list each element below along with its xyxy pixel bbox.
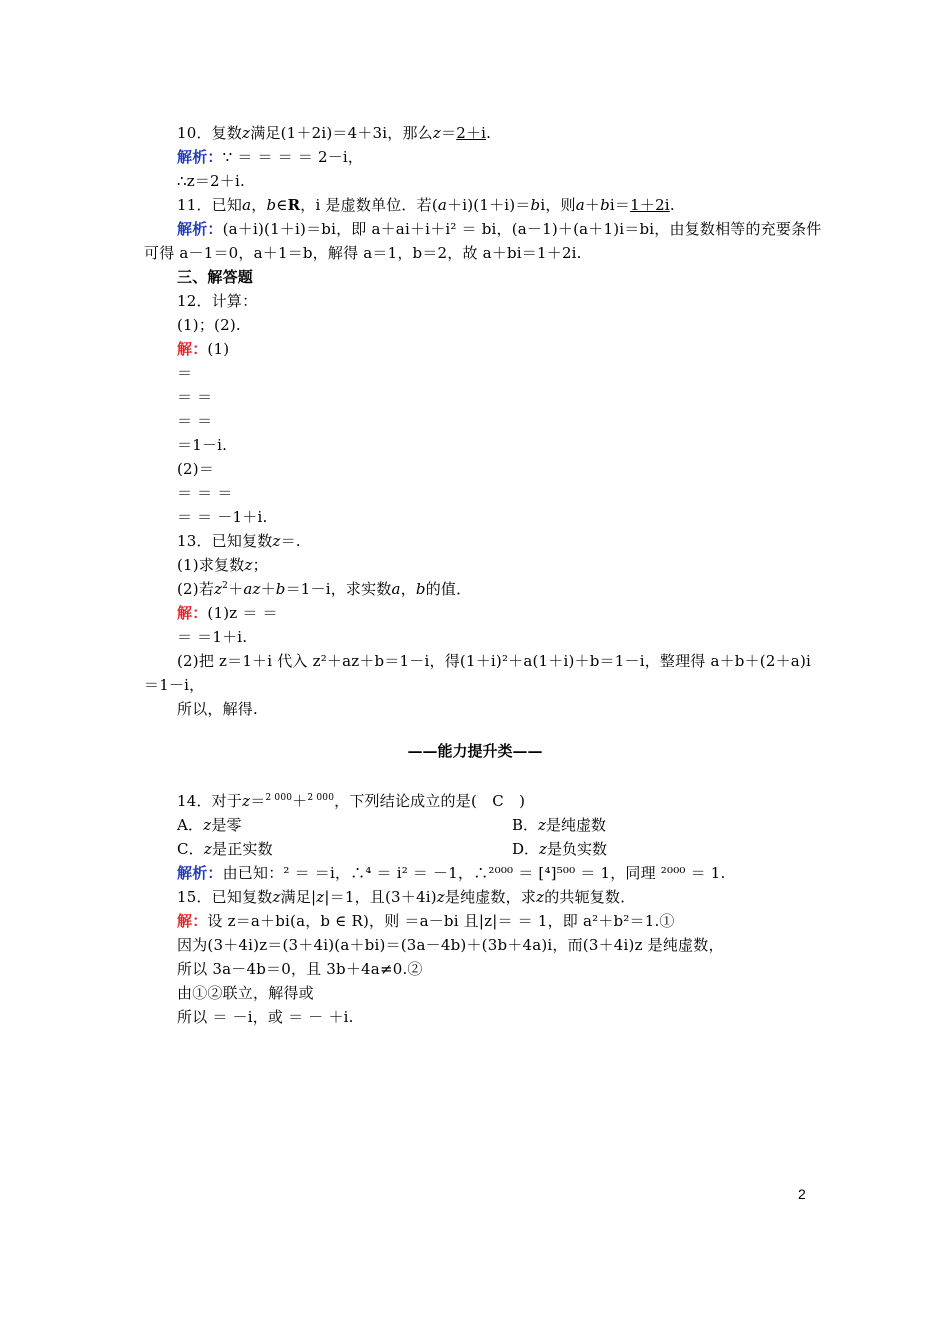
var: z (272, 532, 281, 550)
option-text: 是正实数 (212, 840, 273, 858)
q15-solution-3 (177, 958, 423, 980)
var: z (242, 792, 251, 810)
superscript: 2 000 (307, 793, 335, 803)
text: (1)；(2). (177, 316, 241, 334)
text: 13．已知复数 (177, 532, 273, 550)
solution-label: 解： (177, 340, 208, 358)
var: z (536, 888, 545, 906)
text: . (486, 124, 492, 142)
text: ＝ ＝ (177, 412, 213, 430)
q15-solution-4 (177, 982, 314, 1004)
text: ＝. (280, 532, 301, 550)
var: z (214, 580, 223, 598)
q13-statement (177, 530, 301, 552)
text: ＝1－i， (144, 676, 205, 694)
q12-solution-3 (177, 386, 212, 408)
option-letter: D． (512, 840, 540, 858)
var: z (244, 556, 253, 574)
text: 由已知：² ＝ ＝i，∴⁴ ＝ i² ＝ －1，∴²⁰⁰⁰ ＝ [⁴]⁵⁰⁰ ＝ 1，同理 ²⁰⁰⁰ ＝ 1. (222, 864, 726, 882)
page-number: 2 (798, 1186, 806, 1202)
q13-solution-1 (177, 602, 278, 624)
text: ＝ (441, 124, 457, 142)
option-text: 是零 (211, 816, 242, 834)
var: b (266, 196, 277, 214)
q13-solution-4 (144, 674, 204, 696)
q12-solution-6 (177, 458, 214, 480)
text: ，i 是虚数单位．若( (300, 196, 438, 214)
q12-solution-8 (177, 506, 267, 528)
text: 满足| (280, 888, 317, 906)
q10-solution-1 (177, 146, 363, 168)
text: 所以 3a－4b＝0，且 3b＋4a≠0.② (177, 960, 423, 978)
var: a (242, 196, 252, 214)
text: 由①②联立，解得或 (177, 984, 314, 1002)
text: ＝1－i. (177, 436, 228, 454)
option-b (512, 814, 606, 836)
option-letter: A． (177, 816, 204, 834)
var: a (391, 580, 401, 598)
text: i，则 (540, 196, 576, 214)
var: a (437, 196, 448, 214)
real-set: R (287, 196, 301, 214)
q13-part1 (177, 554, 268, 576)
text: ＝ (177, 364, 193, 382)
text: ＝ (250, 792, 266, 810)
text: 14．对于 (177, 792, 243, 810)
q13-solution-3 (177, 650, 811, 672)
text: (1)z ＝ ＝ (207, 604, 278, 622)
text: ＝ ＝ －1＋i. (177, 508, 268, 526)
text: ＋i)(1＋i)＝ (447, 196, 531, 214)
text: ＝1－i，求实数 (285, 580, 392, 598)
text: ＝ ＝1＋i. (177, 628, 248, 646)
var: z (272, 888, 281, 906)
q15-solution-2 (177, 934, 724, 956)
var: z (539, 840, 547, 858)
text: 所以 ＝ －i，或 ＝ － ＋i. (177, 1008, 354, 1026)
option-d (512, 838, 607, 860)
text: ，下列结论成立的是( C ) (334, 792, 526, 810)
q12-solution-2 (177, 362, 192, 384)
text: 12．计算： (177, 292, 258, 310)
answer: 2＋i (456, 124, 487, 142)
text: 15．已知复数 (177, 888, 273, 906)
text: ＝ ＝ (177, 388, 213, 406)
option-text: 是纯虚数 (545, 816, 606, 834)
text: 的共轭复数． (544, 888, 636, 906)
q13-solution-5 (177, 698, 258, 720)
option-text: 是负实数 (546, 840, 607, 858)
text: 可得 a－1＝0，a＋1＝b，解得 a＝1，b＝2，故 a＋bi＝1＋2i. (144, 244, 582, 262)
text: 的值． (425, 580, 472, 598)
text: 三、解答题 (177, 268, 254, 286)
q11-solution-2 (144, 242, 582, 264)
superscript: 2 000 (265, 793, 293, 803)
text: ∵ ＝ ＝ ＝ ＝ 2－i， (222, 148, 364, 166)
text: ＋ (584, 196, 601, 214)
analysis-label: 解析： (177, 220, 223, 238)
q15-statement (177, 886, 635, 908)
solution-label: 解： (177, 912, 208, 930)
text: 设 z＝a＋bi(a，b ∈ R)，则 ＝a－bi 且|z|＝ ＝ 1，即 a²＋b²＝1.① (207, 912, 675, 930)
q10-statement (177, 122, 491, 144)
text: ∈ (276, 196, 288, 214)
text: 因为(3＋4i)z＝(3＋4i)(a＋bi)＝(3a－4b)＋(3b＋4a)i，而(3＋4i)z 是纯虚数， (177, 936, 724, 954)
text: |＝1，且(3＋4i) (324, 888, 437, 906)
var: z (316, 888, 325, 906)
text: ， (251, 196, 267, 214)
q12-statement (177, 290, 257, 312)
var: z (203, 840, 212, 858)
text: (2)＝ (177, 460, 215, 478)
text: ＋ (260, 580, 276, 598)
text: ＋ (292, 792, 308, 810)
text: 满足(1＋2i)＝4＋3i，那么 (250, 124, 433, 142)
var: z (436, 888, 445, 906)
var: z (203, 816, 212, 834)
text: (2)把 z＝1＋i 代入 z²＋az＋b＝1－i，得(1＋i)²＋a(1＋i)＋b＝1－i，整理得 a＋b＋(2＋a)i (177, 652, 811, 670)
section-title: ——能力提升类—— (407, 742, 543, 760)
text: . (669, 196, 675, 214)
text: ＋ (228, 580, 244, 598)
text: (1)求复数 (177, 556, 245, 574)
option-letter: C． (177, 840, 204, 858)
var: b (600, 196, 610, 214)
q15-solution-1 (177, 910, 675, 932)
q11-statement (177, 194, 675, 216)
var: b (530, 196, 541, 214)
text: i＝ (609, 196, 631, 214)
text: (1) (207, 340, 230, 358)
q12-parts (177, 314, 241, 336)
text: ， (400, 580, 416, 598)
q12-solution-4 (177, 410, 212, 432)
q12-solution-7 (177, 482, 233, 504)
text: ； (252, 556, 268, 574)
text: (2)若 (177, 580, 215, 598)
var: az (243, 580, 261, 598)
text: 所以，解得. (177, 700, 258, 718)
var: z (242, 124, 251, 142)
option-c (177, 838, 273, 860)
q12-solution-5 (177, 434, 227, 456)
option-a (177, 814, 242, 836)
solution-label: 解： (177, 604, 208, 622)
var: a (575, 196, 585, 214)
q15-solution-5 (177, 1006, 354, 1028)
var: z (538, 816, 546, 834)
analysis-label: 解析： (177, 148, 223, 166)
var: b (415, 580, 426, 598)
text: ∴z＝2＋i. (177, 172, 245, 190)
q10-solution-2 (177, 170, 245, 192)
text: (a＋i)(1＋i)＝bi，即 a＋ai＋i＋i² ＝ bi，(a－1)＋(a＋1)i＝bi，由复数相等的充要条件 (222, 220, 822, 238)
q11-solution-1 (177, 218, 821, 240)
text: ＝ ＝ ＝ (177, 484, 233, 502)
section-heading (177, 266, 253, 288)
q12-solution-1 (177, 338, 229, 360)
var: z (432, 124, 441, 142)
option-letter: B． (512, 816, 539, 834)
text: 是纯虚数，求 (444, 888, 537, 906)
answer: 1＋2i (630, 196, 670, 214)
text: 11．已知 (177, 196, 243, 214)
superscript: 2 (222, 581, 229, 591)
analysis-label: 解析： (177, 864, 223, 882)
var: b (275, 580, 286, 598)
text: 10．复数 (177, 124, 243, 142)
q13-part2 (177, 578, 471, 600)
q14-statement (177, 790, 525, 812)
q13-solution-2 (177, 626, 247, 648)
q14-solution (177, 862, 726, 884)
